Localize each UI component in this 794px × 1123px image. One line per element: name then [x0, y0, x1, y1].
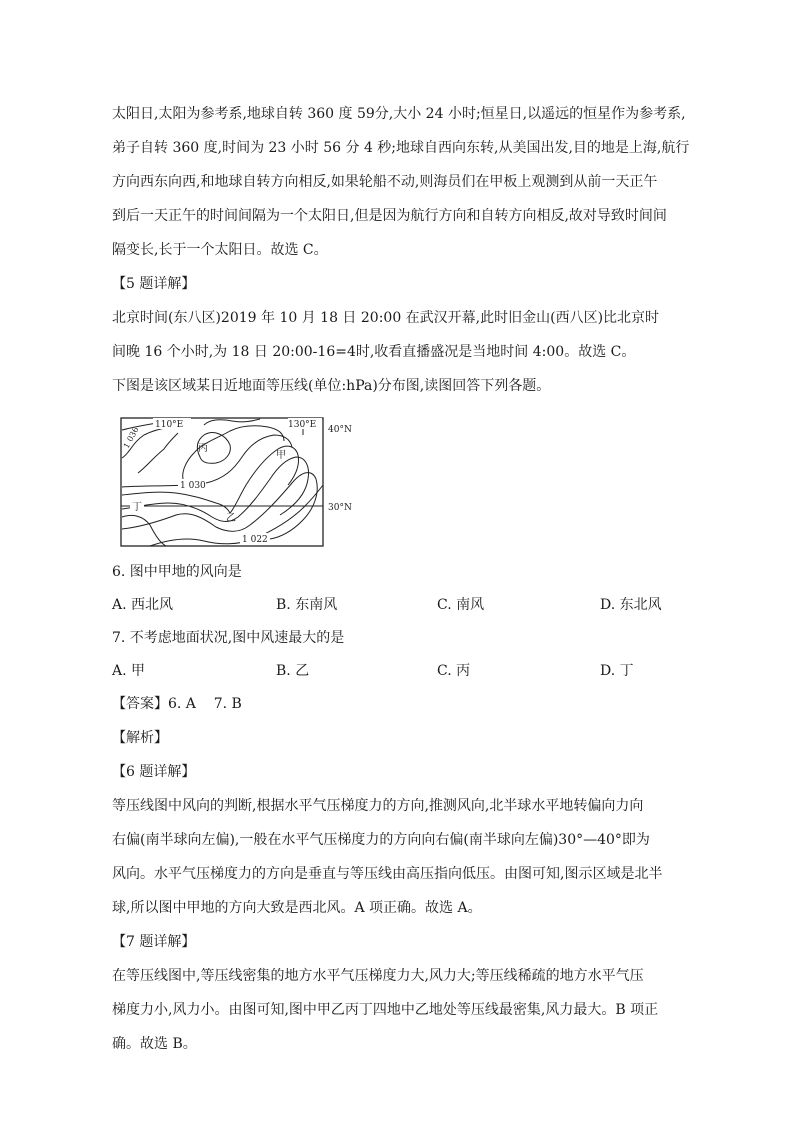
analysis-heading: 【解析】: [112, 730, 168, 746]
document-page: [112, 97, 690, 1061]
q6-stem: 6. 图中甲地的风向是: [112, 564, 242, 580]
text-line: 确。故选 B。: [112, 1036, 197, 1052]
text-line: 太阳日,太阳为参考系,地球自转 360 度 59分,大小 24 小时;恒星日,以遥远的恒星作为参考系,: [112, 106, 686, 122]
q6-option-b: B. 东南风: [276, 597, 338, 613]
q7-option-b: B. 乙: [276, 663, 310, 679]
lon-110e-label: 110°E: [155, 420, 184, 430]
answer-line: 【答案】6. A 7. B: [112, 696, 242, 712]
lat-30n-label: 30°N: [328, 503, 352, 513]
isobar-1022-label: 1 022: [242, 535, 268, 545]
point-jia: 甲: [276, 450, 286, 461]
q7-options: [112, 655, 687, 687]
q6-heading: 【6 题详解】: [112, 764, 196, 780]
lon-130e-label: 130°E: [288, 420, 317, 430]
text-line: 弟子自转 360 度,时间为 23 小时 56 分 4 秒;地球自西向东转,从美国出发,目的地是上海,航行: [112, 140, 690, 156]
text-line: 梯度力小,风力小。由图可知,图中甲乙丙丁四地中乙地处等压线最密集,风力最大。B 项正: [112, 1002, 659, 1018]
text-line: 北京时间(东八区)2019 年 10 月 18 日 20:00 在武汉开幕,此时旧金山(西八区)比北京时: [112, 310, 660, 326]
point-ding: 丁: [132, 502, 142, 513]
q7-option-c: C. 丙: [437, 663, 471, 679]
text-line: 等压线图中风向的判断,根据水平气压梯度力的方向,推测风向,北半球水平地转偏向力向: [112, 798, 644, 814]
q6-option-a: A. 西北风: [112, 597, 174, 613]
isobar-1030-label: 1 030: [180, 481, 206, 491]
q4-explanation: [112, 97, 690, 267]
text-line: 间晚 16 个小时,为 18 日 20:00-16=4时,收看直播盛况是当地时间 4:00。故选 C。: [112, 344, 636, 360]
text-line: 球,所以图中甲地的方向大致是西北风。A 项正确。故选 A。: [112, 900, 482, 916]
figure-intro: 下图是该区域某日近地面等压线(单位:hPa)分布图,读图回答下列各题。: [112, 378, 551, 394]
q7-heading: 【7 题详解】: [112, 934, 196, 950]
q6-options: [112, 589, 687, 621]
q6-option-c: C. 南风: [437, 597, 485, 613]
q7-option-a: A. 甲: [112, 663, 146, 679]
text-line: 右偏(南半球向左偏),一般在水平气压梯度力的方向向右偏(南半球向左偏)30°—40°即为: [112, 832, 650, 848]
q5-heading: 【5 题详解】: [112, 276, 196, 292]
lat-40n-label: 40°N: [328, 425, 352, 435]
q7-stem: 7. 不考虑地面状况,图中风速最大的是: [112, 630, 345, 646]
text-line: 风向。水平气压梯度力的方向是垂直与等压线由高压指向低压。由图可知,图示区域是北半: [112, 866, 663, 882]
isobar-map-svg: [120, 413, 360, 549]
q7-option-d: D. 丁: [600, 663, 634, 679]
isobar-1036-label: 1 036: [121, 425, 141, 450]
isobar-map: [120, 413, 360, 549]
text-line: 到后一天正午的时间间隔为一个太阳日,但是因为航行方向和自转方向相反,故对导致时间间: [112, 208, 667, 224]
text-line: 隔变长,长于一个太阳日。故选 C。: [112, 242, 328, 258]
point-yi: 乙: [226, 513, 236, 524]
q6-option-d: D. 东北风: [600, 597, 662, 613]
text-line: 方向西东向西,和地球自转方向相反,如果轮船不动,则海员们在甲板上观测到从前一天正午: [112, 174, 658, 190]
text-line: 在等压线图中,等压线密集的地方水平气压梯度力大,风力大;等压线稀疏的地方水平气压: [112, 968, 644, 984]
point-bing: 丙: [198, 443, 208, 454]
